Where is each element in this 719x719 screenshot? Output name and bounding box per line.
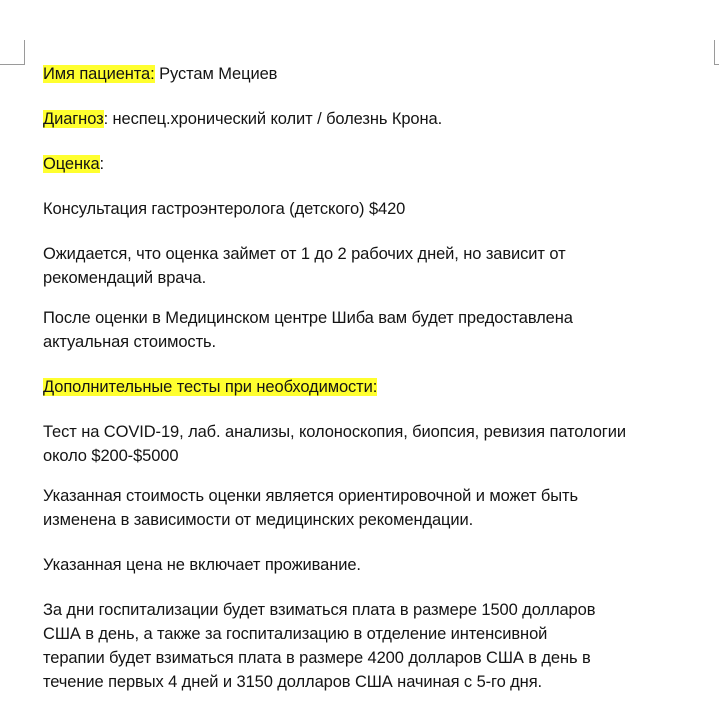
hospitalization-line-2: США в день, а также за госпитализацию в отделение интенсивной (43, 625, 548, 643)
diagnosis-value: : неспец.хронический колит / болезнь Крона. (103, 110, 443, 128)
patient-name: Рустам Мециев (154, 65, 278, 83)
assessment-label: Оценка (43, 155, 100, 173)
assessment-heading (43, 152, 719, 176)
estimate-note-line-1: Указанная стоимость оценки является ориентировочной и может быть (43, 487, 578, 505)
consultation-line: Консультация гастроэнтеролога (детского) $420 (43, 200, 406, 218)
patient-line (43, 62, 719, 86)
hospitalization-line-1: За дни госпитализации будет взиматься плата в размере 1500 долларов (43, 601, 596, 619)
patient-label: Имя пациента: (43, 65, 155, 83)
accommodation-note: Указанная цена не включает проживание. (43, 556, 361, 574)
duration-line-2: рекомендаций врача. (43, 269, 207, 287)
duration-line-1: Ожидается, что оценка займет от 1 до 2 рабочих дней, но зависит от (43, 245, 566, 263)
hospitalization-line-3: терапии будет взиматься плата в размере 4200 долларов США в день в (43, 649, 591, 667)
additional-tests-heading (43, 375, 719, 399)
cost-line-1: После оценки в Медицинском центре Шиба вам будет предоставлена (43, 309, 573, 327)
hospitalization-line-4: течение первых 4 дней и 3150 долларов США начиная с 5-го дня. (43, 673, 543, 691)
tests-line-2: около $200-$5000 (43, 447, 179, 465)
tests-line-1: Тест на COVID-19, лаб. анализы, колоноскопия, биопсия, ревизия патологии (43, 423, 626, 441)
estimate-note-line-2: изменена в зависимости от медицинских рекомендации. (43, 511, 474, 529)
assessment-label-suffix: : (99, 155, 105, 173)
cost-line-2: актуальная стоимость. (43, 333, 217, 351)
document-body (43, 62, 719, 694)
margin-mark-left (24, 40, 25, 64)
margin-mark-left-horizontal (0, 64, 25, 65)
margin-mark-right (714, 40, 715, 64)
diagnosis-line (43, 107, 719, 131)
additional-tests-label: Дополнительные тесты при необходимости: (43, 378, 378, 396)
diagnosis-label: Диагноз (43, 110, 104, 128)
